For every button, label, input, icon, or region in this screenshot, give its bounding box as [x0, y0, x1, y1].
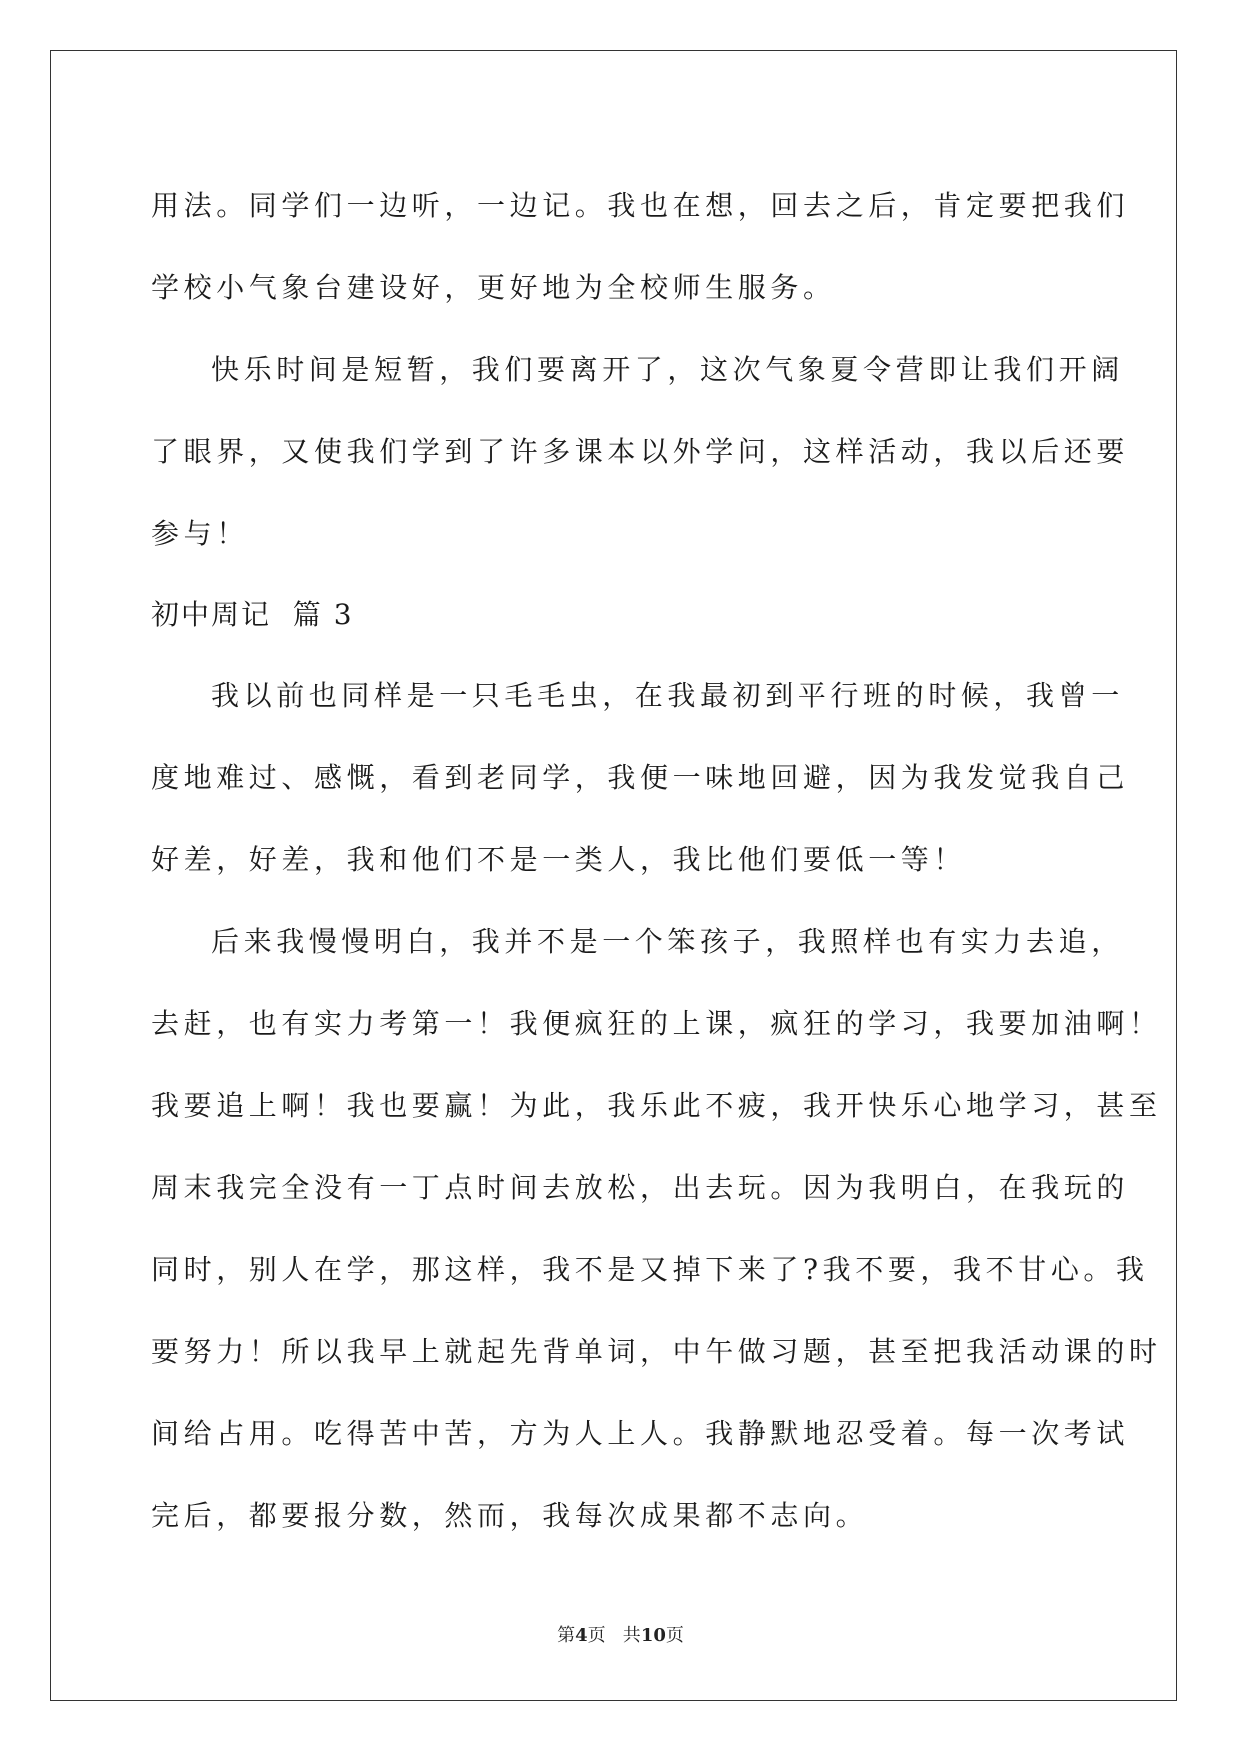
section-paragraph-1-line-2: 度地难过、感慨，看到老同学，我便一味地回避，因为我发觉我自己	[151, 761, 1130, 794]
section-paragraph-2-line-7: 间给占用。吃得苦中苦，方为人上人。我静默地忍受着。每一次考试	[151, 1417, 1130, 1450]
section-paragraph-2-line-3: 我要追上啊！我也要赢！为此，我乐此不疲，我开快乐心地学习，甚至	[151, 1089, 1162, 1122]
section-paragraph-2-line-1: 后来我慢慢明白，我并不是一个笨孩子，我照样也有实力去追，	[211, 925, 1124, 958]
paragraph-1-line-2: 学校小气象台建设好，更好地为全校师生服务。	[151, 271, 836, 304]
footer-suffix: 页	[665, 1625, 684, 1646]
paragraph-2-line-1: 快乐时间是短暂，我们要离开了，这次气象夏令营即让我们开阔	[211, 353, 1124, 386]
document-body	[151, 165, 1162, 1557]
paragraph-1-line-1: 用法。同学们一边听，一边记。我也在想，回去之后，肯定要把我们	[151, 189, 1130, 222]
paragraph-2-line-2: 了眼界，又使我们学到了许多课本以外学问，这样活动，我以后还要	[151, 435, 1130, 468]
section-paragraph-1-line-3: 好差，好差，我和他们不是一类人，我比他们要低一等！	[151, 843, 967, 876]
footer-prefix: 第	[557, 1625, 576, 1646]
section-paragraph-2-line-8: 完后，都要报分数，然而，我每次成果都不志向。	[151, 1499, 869, 1532]
page-footer	[0, 1621, 1241, 1647]
footer-mid: 页 共	[587, 1625, 641, 1646]
section-paragraph-2-line-4: 周末我完全没有一丁点时间去放松，出去玩。因为我明白，在我玩的	[151, 1171, 1130, 1204]
paragraph-2-line-3: 参与！	[151, 517, 249, 550]
footer-page-number: 4	[575, 1625, 588, 1646]
section-paragraph-2-line-6: 要努力！所以我早上就起先背单词，中午做习题，甚至把我活动课的时	[151, 1335, 1162, 1368]
section-paragraph-1-line-1: 我以前也同样是一只毛毛虫，在我最初到平行班的时候，我曾一	[211, 679, 1124, 712]
footer-total-pages: 10	[640, 1625, 666, 1646]
section-paragraph-2-line-2: 去赶，也有实力考第一！我便疯狂的上课，疯狂的学习，我要加油啊！	[151, 1007, 1162, 1040]
section-paragraph-2-line-5: 同时，别人在学，那这样，我不是又掉下来了?我不要，我不甘心。我	[151, 1253, 1149, 1286]
section-heading: 初中周记 篇 3	[151, 598, 354, 631]
